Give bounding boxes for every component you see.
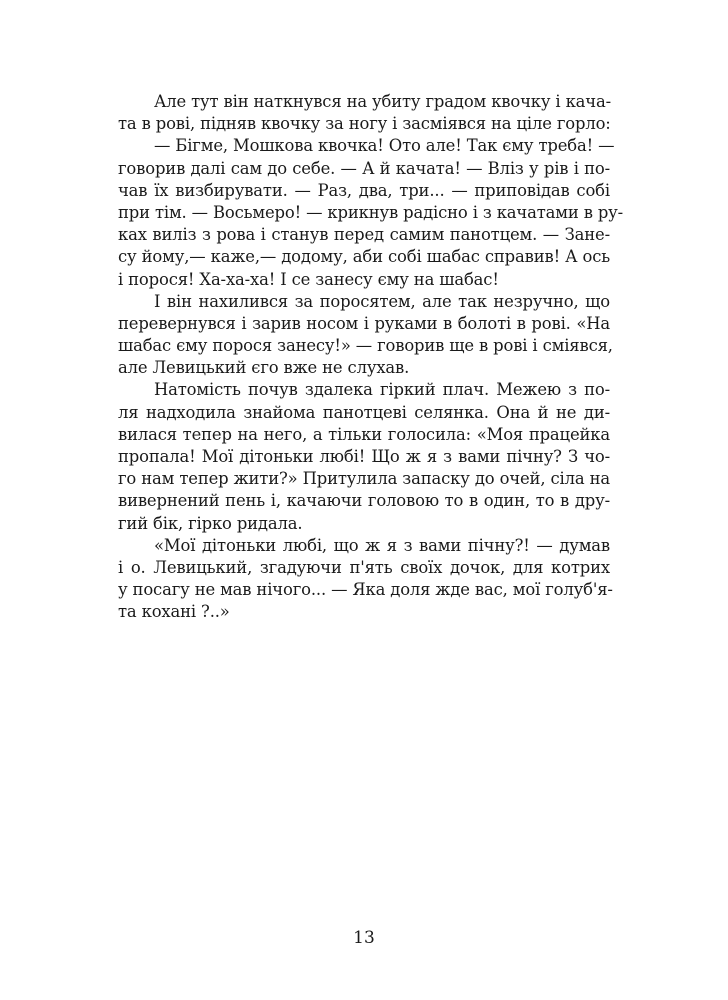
text-line: ках виліз з рова і станув перед самим панотцем. — Зане- bbox=[118, 225, 610, 245]
page-number: 13 bbox=[353, 928, 375, 948]
text-line: су йому,— каже,— додому, аби собі шабас справив! А ось bbox=[118, 247, 610, 267]
text-line: гий бік, гірко ридала. bbox=[118, 513, 303, 533]
text-line: чав їх визбирувати. — Раз, два, три... — приповідав собі bbox=[118, 180, 610, 200]
text-line: перевернувся і зарив носом і руками в болоті в рові. «На bbox=[118, 313, 610, 333]
text-line: вивернений пень і, качаючи головою то в один, то в дру- bbox=[118, 491, 610, 511]
text-line: але Левицький єго вже не слухав. bbox=[118, 358, 410, 378]
text-line: Але тут він наткнувся на убиту градом квочку і кача- bbox=[154, 92, 611, 111]
text-line: ля надходила знайома панотцеві селянка. Она й не ди- bbox=[118, 402, 610, 422]
text-line: та в рові, підняв квочку за ногу і засміявся на ціле горло: bbox=[118, 114, 611, 134]
text-line: вилася тепер на него, а тільки голосила: «Моя працейка bbox=[118, 424, 610, 444]
text-line: при тім. — Восьмеро! — крикнув радісно і з качатами в ру- bbox=[118, 202, 624, 222]
text-line: — Бігме, Мошкова квочка! Ото але! Так єму треба! — bbox=[154, 136, 615, 156]
text-line: го нам тепер жити?» Притулила запаску до очей, сіла на bbox=[118, 469, 610, 489]
text-line: і о. Левицький, згадуючи п'ять своїх дочок, для котрих bbox=[118, 557, 610, 577]
text-line: І він нахилився за поросятем, але так незручно, що bbox=[154, 291, 610, 311]
text-line: говорив далі сам до себе. — А й качата! — Вліз у рів і по- bbox=[118, 158, 610, 178]
text-line: та кохані ?..» bbox=[118, 602, 230, 622]
text-line: шабас єму порося занесу!» — говорив ще в рові і сміявся, bbox=[118, 336, 613, 356]
text-line: Натомість почув здалека гіркий плач. Межею з по- bbox=[154, 380, 610, 400]
text-line: «Мої дітоньки любі, що ж я з вами пічну?! — думав bbox=[154, 535, 610, 555]
text-line: і порося! Ха-ха-ха! І се занесу єму на шабас! bbox=[118, 269, 499, 289]
text-line: у посагу не мав нічого... — Яка доля жде вас, мої голуб'я- bbox=[118, 580, 613, 600]
body-text bbox=[118, 91, 624, 624]
text-line: пропала! Мої дітоньки любі! Що ж я з вами пічну? З чо- bbox=[118, 447, 610, 466]
